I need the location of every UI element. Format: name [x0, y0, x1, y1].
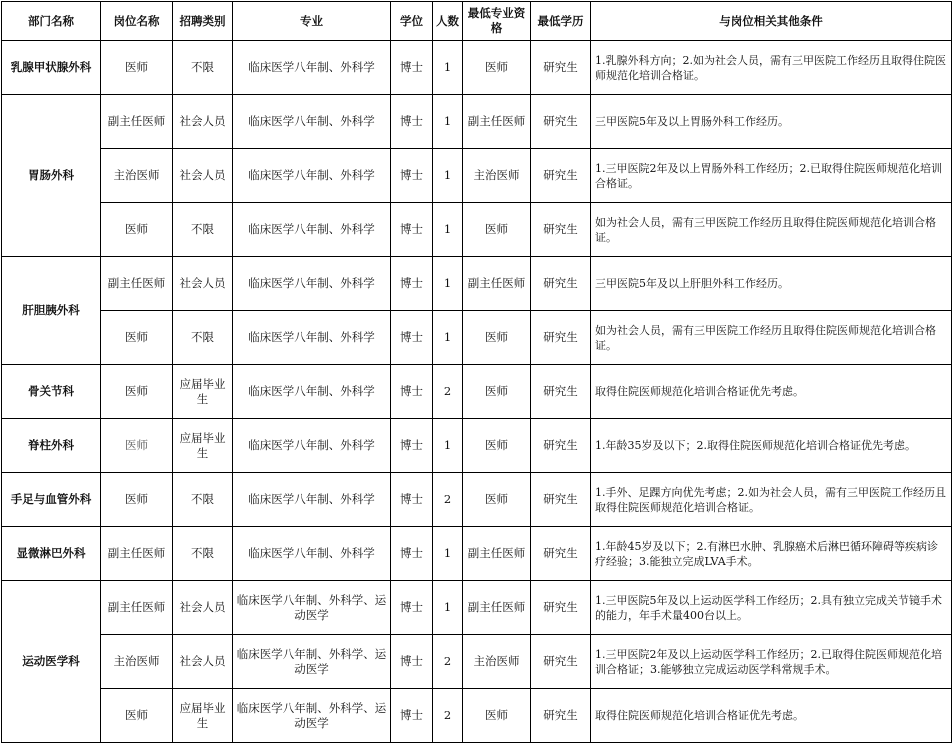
- position-cell: 医师: [101, 203, 173, 257]
- dept-cell: 骨关节科: [2, 365, 101, 419]
- major-cell: 临床医学八年制、外科学: [233, 203, 391, 257]
- education-cell: 研究生: [531, 689, 591, 743]
- category-cell: 社会人员: [173, 581, 233, 635]
- degree-cell: 博士: [391, 689, 433, 743]
- major-cell: 临床医学八年制、外科学: [233, 365, 391, 419]
- qualification-cell: 副主任医师: [463, 527, 531, 581]
- major-cell: 临床医学八年制、外科学: [233, 41, 391, 95]
- header-category: 招聘类别: [173, 2, 233, 41]
- count-cell: 1: [433, 527, 463, 581]
- conditions-cell: 三甲医院5年及以上肝胆外科工作经历。: [591, 257, 952, 311]
- table-row: [2, 149, 952, 203]
- conditions-cell: 如为社会人员，需有三甲医院工作经历且取得住院医师规范化培训合格证。: [591, 311, 952, 365]
- category-cell: 不限: [173, 41, 233, 95]
- degree-cell: 博士: [391, 419, 433, 473]
- category-cell: 社会人员: [173, 635, 233, 689]
- category-cell: 不限: [173, 527, 233, 581]
- position-cell: 医师: [101, 689, 173, 743]
- dept-cell: 显微淋巴外科: [2, 527, 101, 581]
- degree-cell: 博士: [391, 95, 433, 149]
- table-row: [2, 473, 952, 527]
- conditions-cell: 1.年龄35岁及以下；2.取得住院医师规范化培训合格证优先考虑。: [591, 419, 952, 473]
- position-cell: 医师: [101, 365, 173, 419]
- header-degree: 学位: [391, 2, 433, 41]
- position-cell: 医师: [101, 41, 173, 95]
- table-row: [2, 257, 952, 311]
- category-cell: 应届毕业生: [173, 689, 233, 743]
- degree-cell: 博士: [391, 581, 433, 635]
- education-cell: 研究生: [531, 473, 591, 527]
- qualification-cell: 副主任医师: [463, 257, 531, 311]
- count-cell: 1: [433, 203, 463, 257]
- qualification-cell: 医师: [463, 311, 531, 365]
- education-cell: 研究生: [531, 95, 591, 149]
- count-cell: 1: [433, 95, 463, 149]
- dept-cell: 手足与血管外科: [2, 473, 101, 527]
- major-cell: 临床医学八年制、外科学: [233, 311, 391, 365]
- degree-cell: 博士: [391, 203, 433, 257]
- conditions-cell: 1.三甲医院2年及以上胃肠外科工作经历；2.已取得住院医师规范化培训合格证。: [591, 149, 952, 203]
- count-cell: 1: [433, 311, 463, 365]
- count-cell: 1: [433, 41, 463, 95]
- position-cell: 医师: [101, 311, 173, 365]
- header-qualification: 最低专业资格: [463, 2, 531, 41]
- count-cell: 2: [433, 635, 463, 689]
- header-dept: 部门名称: [2, 2, 101, 41]
- header-conditions: 与岗位相关其他条件: [591, 2, 952, 41]
- major-cell: 临床医学八年制、外科学: [233, 527, 391, 581]
- degree-cell: 博士: [391, 41, 433, 95]
- position-cell: 副主任医师: [101, 527, 173, 581]
- conditions-cell: 1.乳腺外科方向；2.如为社会人员，需有三甲医院工作经历且取得住院医师规范化培训合格证。: [591, 41, 952, 95]
- education-cell: 研究生: [531, 635, 591, 689]
- conditions-cell: 取得住院医师规范化培训合格证优先考虑。: [591, 689, 952, 743]
- dept-cell: 胃肠外科: [2, 95, 101, 257]
- dept-cell: 乳腺甲状腺外科: [2, 41, 101, 95]
- table-row: [2, 635, 952, 689]
- major-cell: 临床医学八年制、外科学: [233, 257, 391, 311]
- conditions-cell: 1.年龄45岁及以下；2.有淋巴水肿、乳腺癌术后淋巴循环障碍等疾病诊疗经验；3.能独立完成LVA手术。: [591, 527, 952, 581]
- header-major: 专业: [233, 2, 391, 41]
- qualification-cell: 主治医师: [463, 635, 531, 689]
- degree-cell: 博士: [391, 473, 433, 527]
- position-cell: 医师: [101, 473, 173, 527]
- major-cell: 临床医学八年制、外科学、运动医学: [233, 689, 391, 743]
- header-count: 人数: [433, 2, 463, 41]
- header-education: 最低学历: [531, 2, 591, 41]
- category-cell: 应届毕业生: [173, 419, 233, 473]
- count-cell: 1: [433, 149, 463, 203]
- header-row: [2, 2, 952, 41]
- table-row: [2, 95, 952, 149]
- table-row: [2, 365, 952, 419]
- position-cell: 医师: [101, 419, 173, 473]
- qualification-cell: 主治医师: [463, 149, 531, 203]
- major-cell: 临床医学八年制、外科学: [233, 149, 391, 203]
- table-row: [2, 311, 952, 365]
- dept-cell: 肝胆胰外科: [2, 257, 101, 365]
- position-cell: 副主任医师: [101, 95, 173, 149]
- table-row: [2, 689, 952, 743]
- qualification-cell: 医师: [463, 689, 531, 743]
- count-cell: 1: [433, 419, 463, 473]
- education-cell: 研究生: [531, 203, 591, 257]
- degree-cell: 博士: [391, 635, 433, 689]
- major-cell: 临床医学八年制、外科学、运动医学: [233, 581, 391, 635]
- degree-cell: 博士: [391, 527, 433, 581]
- table-row: [2, 419, 952, 473]
- education-cell: 研究生: [531, 149, 591, 203]
- qualification-cell: 医师: [463, 203, 531, 257]
- major-cell: 临床医学八年制、外科学: [233, 95, 391, 149]
- major-cell: 临床医学八年制、外科学: [233, 419, 391, 473]
- major-cell: 临床医学八年制、外科学: [233, 473, 391, 527]
- qualification-cell: 医师: [463, 419, 531, 473]
- degree-cell: 博士: [391, 149, 433, 203]
- category-cell: 不限: [173, 311, 233, 365]
- position-cell: 主治医师: [101, 149, 173, 203]
- conditions-cell: 三甲医院5年及以上胃肠外科工作经历。: [591, 95, 952, 149]
- education-cell: 研究生: [531, 365, 591, 419]
- category-cell: 不限: [173, 203, 233, 257]
- position-cell: 副主任医师: [101, 581, 173, 635]
- table-row: [2, 581, 952, 635]
- qualification-cell: 医师: [463, 365, 531, 419]
- conditions-cell: 取得住院医师规范化培训合格证优先考虑。: [591, 365, 952, 419]
- education-cell: 研究生: [531, 311, 591, 365]
- education-cell: 研究生: [531, 41, 591, 95]
- conditions-cell: 如为社会人员，需有三甲医院工作经历且取得住院医师规范化培训合格证。: [591, 203, 952, 257]
- count-cell: 2: [433, 365, 463, 419]
- table-row: [2, 203, 952, 257]
- dept-cell: 运动医学科: [2, 581, 101, 743]
- qualification-cell: 副主任医师: [463, 581, 531, 635]
- qualification-cell: 医师: [463, 41, 531, 95]
- education-cell: 研究生: [531, 581, 591, 635]
- recruitment-table: [1, 1, 952, 743]
- education-cell: 研究生: [531, 419, 591, 473]
- major-cell: 临床医学八年制、外科学、运动医学: [233, 635, 391, 689]
- degree-cell: 博士: [391, 365, 433, 419]
- position-cell: 副主任医师: [101, 257, 173, 311]
- conditions-cell: 1.三甲医院5年及以上运动医学科工作经历；2.具有独立完成关节镜手术的能力，年手术量400台以上。: [591, 581, 952, 635]
- degree-cell: 博士: [391, 311, 433, 365]
- count-cell: 1: [433, 257, 463, 311]
- category-cell: 不限: [173, 473, 233, 527]
- category-cell: 社会人员: [173, 95, 233, 149]
- category-cell: 社会人员: [173, 149, 233, 203]
- education-cell: 研究生: [531, 257, 591, 311]
- qualification-cell: 副主任医师: [463, 95, 531, 149]
- degree-cell: 博士: [391, 257, 433, 311]
- count-cell: 1: [433, 581, 463, 635]
- education-cell: 研究生: [531, 527, 591, 581]
- category-cell: 应届毕业生: [173, 365, 233, 419]
- header-position: 岗位名称: [101, 2, 173, 41]
- table-row: [2, 527, 952, 581]
- table-row: [2, 41, 952, 95]
- conditions-cell: 1.三甲医院2年及以上运动医学科工作经历；2.已取得住院医师规范化培训合格证；3.能够独立完成运动医学科常规手术。: [591, 635, 952, 689]
- position-cell: 主治医师: [101, 635, 173, 689]
- dept-cell: 脊柱外科: [2, 419, 101, 473]
- category-cell: 社会人员: [173, 257, 233, 311]
- qualification-cell: 医师: [463, 473, 531, 527]
- count-cell: 2: [433, 473, 463, 527]
- count-cell: 2: [433, 689, 463, 743]
- conditions-cell: 1.手外、足踝方向优先考虑；2.如为社会人员，需有三甲医院工作经历且取得住院医师规范化培训合格证。: [591, 473, 952, 527]
